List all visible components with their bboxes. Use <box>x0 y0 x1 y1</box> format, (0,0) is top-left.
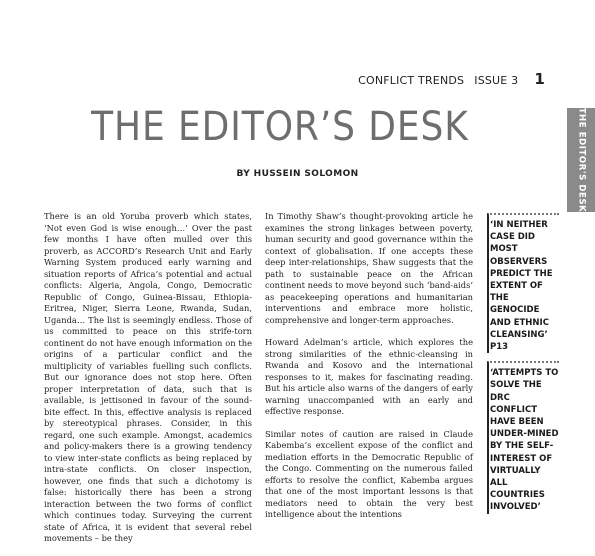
pull-quote <box>487 361 559 513</box>
side-tab-label: THE EDITOR'S DESK <box>576 107 587 213</box>
article-column-left <box>44 211 252 556</box>
running-header <box>358 70 545 88</box>
pull-quote-text: ‘ATTEMPTS TO SOLVE THE DRC CONFLICT HAVE BEEN UNDER-MINED BY THE SELF-INTEREST OF VIRTUALLY ALL COUNTRIES INVOLVED’ <box>490 368 559 513</box>
byline: BY HUSSEIN SOLOMON <box>236 169 359 179</box>
paragraph: There is an old Yoruba proverb which states, ‘Not even God is wise enough…’ Over the past few months I have often mulled over this proverb, as ACCORD’s Research Unit and Early Warning System produced early warning and situation reports of Africa’s potential and actual conflicts: Algeria, Angola, Congo, Democratic Republic of Congo, Guinea-Bissau, Ethiopia-Eritrea, Niger, Sierra Leone, Rwanda, Sudan, Uganda… The list is seemingly endless. Those of us committed to peace on this strife-torn continent do not have enough information on the origins of a particular conflict and the multiplicity of variables fuelling such conflicts. But our ignorance does not stop here. Often proper interpretation of data, such that is available, is jettisoned in favour of the sound-bite effect. In this, effective analysis is replaced by stereotypical phrases. Consider, in this regard, one such example. Amongst, academics and policy-makers there is a growing tendency to view inter-state conflicts as being replaced by intra-state conflicts. On closer inspection, however, one finds that such a dichotomy is false: historically there has been a strong interaction between the two forms of conflict which continues today. Surveying the current state of Africa, it is evident that several rebel movements – be they <box>44 211 252 543</box>
paragraph: Howard Adelman’s article, which explores the strong similarities of the ethnic-cleansing in Rwanda and Kosovo and the international responses to it, makes for fascinating reading. But his article also warns of the dangers of early warning unaccompanied with an early and effective response. <box>265 337 473 416</box>
page-number: 1 <box>534 70 545 88</box>
page-title: THE EDITOR’S DESK <box>91 104 469 150</box>
publication-name: CONFLICT TRENDS <box>358 74 465 87</box>
pull-quote <box>487 213 559 353</box>
paragraph: Similar notes of caution are raised in Claude Kabemba’s excellent expose of the conflict and mediation efforts in the Democratic Republic of the Congo. Commenting on the numerous failed efforts to resolve the conflict, Kabemba argues that one of the most important lessons is that mediators need to obtain the very best intelligence about the intentions <box>265 428 473 519</box>
paragraph: In Timothy Shaw’s thought-provoking article he examines the strong linkages between poverty, human security and good governance within the context of globalisation. If one accepts these deep inter-relationships, Shaw suggests that the path to sustainable peace on the African continent needs to move beyond such ‘band-aids’ as peacekeeping operations and humanitarian interventions and embrace more holistic, comprehensive and longer-term approaches. <box>265 211 473 325</box>
issue-label: ISSUE 3 <box>474 74 519 87</box>
pull-quotes-sidebar <box>487 213 559 522</box>
section-side-tab <box>567 108 595 212</box>
pull-quote-page-ref: P13 <box>490 342 509 353</box>
article-column-middle <box>265 211 473 532</box>
pull-quote-text: ‘IN NEITHER CASE DID MOST OBSERVERS PREDICT THE EXTENT OF THE GENOCIDE AND ETHNIC CLEANSING’ <box>490 220 553 340</box>
